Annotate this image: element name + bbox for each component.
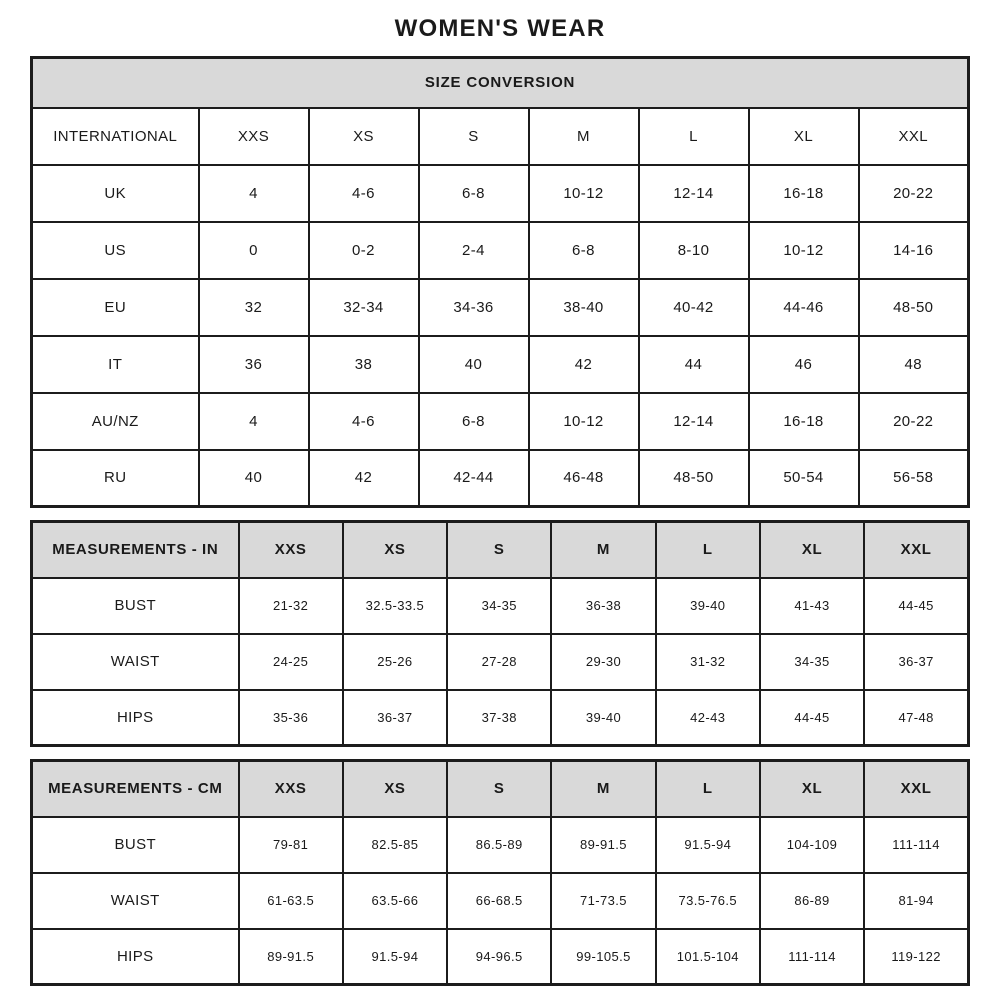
cell-value: 10-12: [749, 222, 859, 279]
column-header: L: [656, 761, 760, 817]
cell-value: 34-35: [760, 634, 864, 690]
cell-value: 73.5-76.5: [656, 873, 760, 929]
cell-value: 34-36: [419, 279, 529, 336]
column-header: MEASUREMENTS - IN: [32, 522, 239, 578]
cell-value: 42: [529, 336, 639, 393]
cell-value: 6-8: [419, 165, 529, 222]
column-header: XXL: [859, 108, 969, 165]
column-header: MEASUREMENTS - CM: [32, 761, 239, 817]
cell-value: 41-43: [760, 578, 864, 634]
size-conversion-banner-row: [32, 58, 969, 108]
cell-value: 2-4: [419, 222, 529, 279]
row-label: BUST: [32, 578, 239, 634]
cell-value: 16-18: [749, 393, 859, 450]
cell-value: 36-38: [551, 578, 655, 634]
cell-value: 44-46: [749, 279, 859, 336]
cell-value: 81-94: [864, 873, 968, 929]
cell-value: 48-50: [859, 279, 969, 336]
table-row: [32, 817, 969, 873]
cell-value: 86.5-89: [447, 817, 551, 873]
measurements-cm-body: [32, 817, 969, 985]
cell-value: 56-58: [859, 450, 969, 507]
table-row: [32, 393, 969, 450]
column-header: S: [419, 108, 529, 165]
cell-value: 104-109: [760, 817, 864, 873]
row-label: EU: [32, 279, 199, 336]
size-conversion-table: [30, 56, 970, 508]
column-header: S: [447, 761, 551, 817]
column-header: XL: [749, 108, 859, 165]
table-row: [32, 336, 969, 393]
cell-value: 8-10: [639, 222, 749, 279]
column-header: M: [551, 761, 655, 817]
cell-value: 89-91.5: [551, 817, 655, 873]
cell-value: 24-25: [239, 634, 343, 690]
cell-value: 91.5-94: [343, 929, 447, 985]
cell-value: 31-32: [656, 634, 760, 690]
row-label: IT: [32, 336, 199, 393]
cell-value: 27-28: [447, 634, 551, 690]
cell-value: 42-43: [656, 690, 760, 746]
table-row: [32, 165, 969, 222]
cell-value: 79-81: [239, 817, 343, 873]
cell-value: 4: [199, 165, 309, 222]
cell-value: 16-18: [749, 165, 859, 222]
table-row: [32, 450, 969, 507]
cell-value: 47-48: [864, 690, 968, 746]
measurements-in-table: [30, 520, 970, 747]
row-label: UK: [32, 165, 199, 222]
cell-value: 35-36: [239, 690, 343, 746]
cell-value: 12-14: [639, 165, 749, 222]
column-header: XL: [760, 761, 864, 817]
cell-value: 61-63.5: [239, 873, 343, 929]
cell-value: 71-73.5: [551, 873, 655, 929]
row-label: BUST: [32, 817, 239, 873]
table-row: [32, 578, 969, 634]
column-header: XXL: [864, 522, 968, 578]
size-conversion-body: [32, 165, 969, 507]
cell-value: 12-14: [639, 393, 749, 450]
cell-value: 44: [639, 336, 749, 393]
cell-value: 46-48: [529, 450, 639, 507]
cell-value: 32.5-33.5: [343, 578, 447, 634]
row-label: AU/NZ: [32, 393, 199, 450]
row-label: HIPS: [32, 690, 239, 746]
column-header: L: [656, 522, 760, 578]
cell-value: 101.5-104: [656, 929, 760, 985]
row-label: WAIST: [32, 634, 239, 690]
cell-value: 4-6: [309, 165, 419, 222]
row-label: WAIST: [32, 873, 239, 929]
cell-value: 66-68.5: [447, 873, 551, 929]
column-header: XS: [343, 761, 447, 817]
cell-value: 40: [419, 336, 529, 393]
cell-value: 44-45: [864, 578, 968, 634]
cell-value: 0-2: [309, 222, 419, 279]
row-label: RU: [32, 450, 199, 507]
cell-value: 4-6: [309, 393, 419, 450]
cell-value: 91.5-94: [656, 817, 760, 873]
size-conversion-banner: SIZE CONVERSION: [32, 58, 969, 108]
cell-value: 99-105.5: [551, 929, 655, 985]
cell-value: 63.5-66: [343, 873, 447, 929]
measurements-cm-table: [30, 759, 970, 986]
column-header: M: [529, 108, 639, 165]
cell-value: 4: [199, 393, 309, 450]
cell-value: 32: [199, 279, 309, 336]
measurements-cm-header-row: [32, 761, 969, 817]
row-label: HIPS: [32, 929, 239, 985]
cell-value: 10-12: [529, 165, 639, 222]
cell-value: 6-8: [529, 222, 639, 279]
column-header: L: [639, 108, 749, 165]
cell-value: 10-12: [529, 393, 639, 450]
cell-value: 29-30: [551, 634, 655, 690]
row-label: US: [32, 222, 199, 279]
column-header: XS: [309, 108, 419, 165]
measurements-in-header-row: [32, 522, 969, 578]
table-row: [32, 279, 969, 336]
cell-value: 36: [199, 336, 309, 393]
cell-value: 36-37: [864, 634, 968, 690]
cell-value: 40: [199, 450, 309, 507]
cell-value: 89-91.5: [239, 929, 343, 985]
cell-value: 32-34: [309, 279, 419, 336]
cell-value: 39-40: [656, 578, 760, 634]
column-header: XS: [343, 522, 447, 578]
cell-value: 48-50: [639, 450, 749, 507]
cell-value: 86-89: [760, 873, 864, 929]
cell-value: 36-37: [343, 690, 447, 746]
column-header: M: [551, 522, 655, 578]
cell-value: 44-45: [760, 690, 864, 746]
cell-value: 20-22: [859, 165, 969, 222]
column-header: S: [447, 522, 551, 578]
page-title: WOMEN'S WEAR: [394, 15, 606, 42]
table-row: [32, 222, 969, 279]
cell-value: 46: [749, 336, 859, 393]
column-header: INTERNATIONAL: [32, 108, 199, 165]
cell-value: 6-8: [419, 393, 529, 450]
cell-value: 94-96.5: [447, 929, 551, 985]
cell-value: 111-114: [760, 929, 864, 985]
cell-value: 82.5-85: [343, 817, 447, 873]
cell-value: 42: [309, 450, 419, 507]
cell-value: 119-122: [864, 929, 968, 985]
measurements-in-body: [32, 578, 969, 746]
table-row: [32, 929, 969, 985]
column-header: XXS: [239, 761, 343, 817]
cell-value: 111-114: [864, 817, 968, 873]
cell-value: 38-40: [529, 279, 639, 336]
cell-value: 0: [199, 222, 309, 279]
cell-value: 38: [309, 336, 419, 393]
cell-value: 34-35: [447, 578, 551, 634]
cell-value: 50-54: [749, 450, 859, 507]
cell-value: 42-44: [419, 450, 529, 507]
table-row: [32, 690, 969, 746]
cell-value: 39-40: [551, 690, 655, 746]
cell-value: 48: [859, 336, 969, 393]
table-row: [32, 873, 969, 929]
cell-value: 25-26: [343, 634, 447, 690]
cell-value: 21-32: [239, 578, 343, 634]
cell-value: 14-16: [859, 222, 969, 279]
size-conversion-header-row: [32, 108, 969, 165]
cell-value: 20-22: [859, 393, 969, 450]
cell-value: 40-42: [639, 279, 749, 336]
cell-value: 37-38: [447, 690, 551, 746]
column-header: XXL: [864, 761, 968, 817]
column-header: XL: [760, 522, 864, 578]
column-header: XXS: [239, 522, 343, 578]
column-header: XXS: [199, 108, 309, 165]
table-row: [32, 634, 969, 690]
